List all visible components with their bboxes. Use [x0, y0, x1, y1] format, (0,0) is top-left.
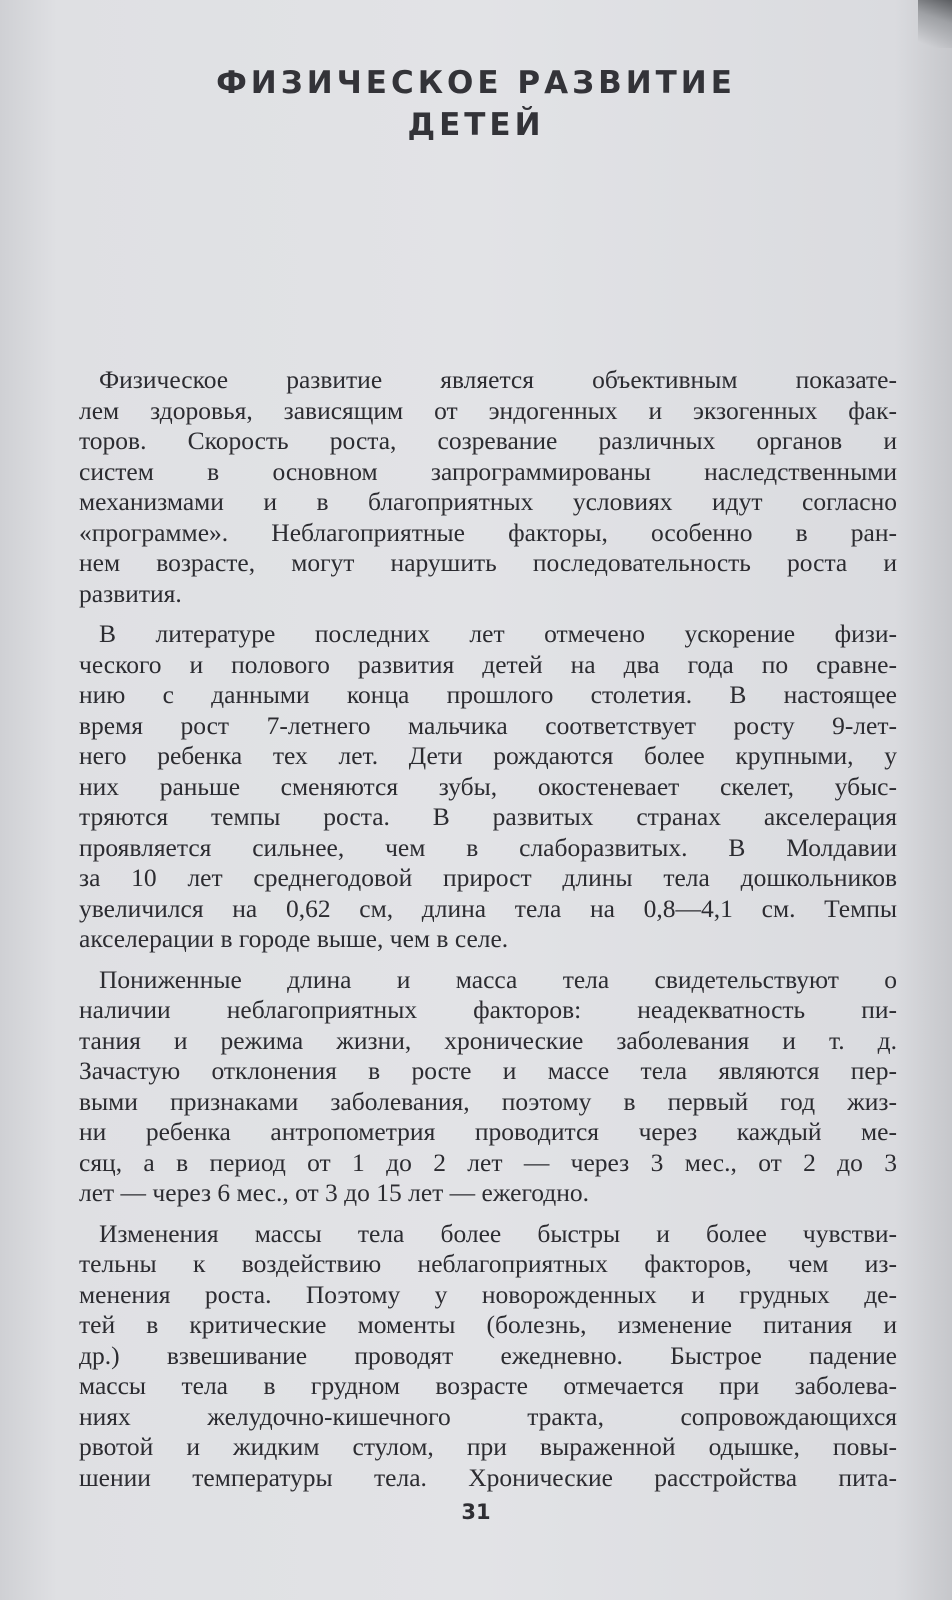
text-line: ниях желудочно-кишечного тракта, сопровождающихся: [79, 1401, 897, 1431]
text-line: массы тела в грудном возрасте отмечается при заболева-: [79, 1371, 897, 1400]
text-line: тей в критические моменты (болезнь, изменение питания и: [79, 1310, 897, 1339]
text-line: лет — через 6 мес., от 3 до 15 лет — ежегодно.: [79, 1178, 590, 1207]
text-line: Изменения массы тела более быстры и более чувстви-: [99, 1218, 897, 1248]
text-line: ческого и полового развития детей на два года по сравне-: [79, 649, 897, 679]
paragraph-3: [79, 965, 897, 1209]
page-number: 31: [461, 1500, 491, 1524]
chapter-title: [0, 62, 952, 146]
chapter-title-line: ДЕТЕЙ: [407, 107, 545, 143]
text-line: них раньше сменяются зубы, окостеневает скелет, убыс-: [79, 771, 897, 801]
text-line: тания и режима жизни, хронические заболевания и т. д.: [79, 1025, 897, 1055]
text-line: «программе». Неблагоприятные факторы, особенно в ран-: [79, 517, 897, 547]
text-line: Физическое развитие является объективным показате-: [99, 365, 897, 394]
text-line: него ребенка тех лет. Дети рождаются более крупными, у: [79, 741, 897, 770]
text-line: выми признаками заболевания, поэтому в первый год жиз-: [79, 1086, 897, 1116]
text-line: ни ребенка антропометрия проводится через каждый ме-: [79, 1117, 897, 1146]
page-corner-shadow: [918, 0, 952, 48]
text-body: [79, 365, 897, 1503]
text-line: менения роста. Поэтому у новорожденных и грудных де-: [79, 1279, 897, 1309]
paragraph-1: [79, 365, 897, 609]
text-line: рвотой и жидким стулом, при выраженной одышке, повы-: [79, 1432, 897, 1461]
text-line: акселерации в городе выше, чем в селе.: [79, 924, 509, 953]
paragraph-4: [79, 1219, 897, 1494]
text-line: сяц, а в период от 1 до 2 лет — через 3 мес., от 2 до 3: [79, 1147, 897, 1177]
text-line: время рост 7-летнего мальчика соответствует росту 9-лет-: [79, 710, 897, 740]
text-line: нию с данными конца прошлого столетия. В настоящее: [79, 680, 897, 709]
text-line: наличии неблагоприятных факторов: неадекватность пи-: [79, 995, 897, 1024]
text-line: В литературе последних лет отмечено ускорение физи-: [99, 619, 897, 648]
text-line: проявляется сильнее, чем в слаборазвитых. В Молдавии: [79, 832, 897, 862]
paragraph-2: [79, 619, 897, 955]
chapter-title-line: ФИЗИЧЕСКОЕ РАЗВИТИЕ: [216, 65, 736, 101]
text-line: лем здоровья, зависящим от эндогенных и экзогенных фак-: [79, 395, 897, 425]
text-line: Пониженные длина и масса тела свидетельствуют о: [99, 964, 897, 994]
text-line: за 10 лет среднегодовой прирост длины тела дошкольников: [79, 863, 897, 892]
text-line: шении температуры тела. Хронические расстройства пита-: [79, 1462, 897, 1492]
text-line: увеличился на 0,62 см, длина тела на 0,8—4,1 см. Темпы: [79, 893, 897, 923]
text-line: механизмами и в благоприятных условиях идут согласно: [79, 487, 897, 516]
text-line: развития.: [79, 578, 182, 608]
text-line: тельны к воздействию неблагоприятных факторов, чем из-: [79, 1249, 897, 1278]
text-line: нем возрасте, могут нарушить последовательность роста и: [79, 548, 897, 577]
text-line: тряются темпы роста. В развитых странах акселерация: [79, 802, 897, 831]
text-line: систем в основном запрограммированы наследственными: [79, 456, 897, 486]
text-line: торов. Скорость роста, созревание различных органов и: [79, 426, 897, 455]
text-line: Зачастую отклонения в росте и массе тела являются пер-: [79, 1056, 897, 1085]
text-line: др.) взвешивание проводят ежедневно. Быстрое падение: [79, 1340, 897, 1370]
